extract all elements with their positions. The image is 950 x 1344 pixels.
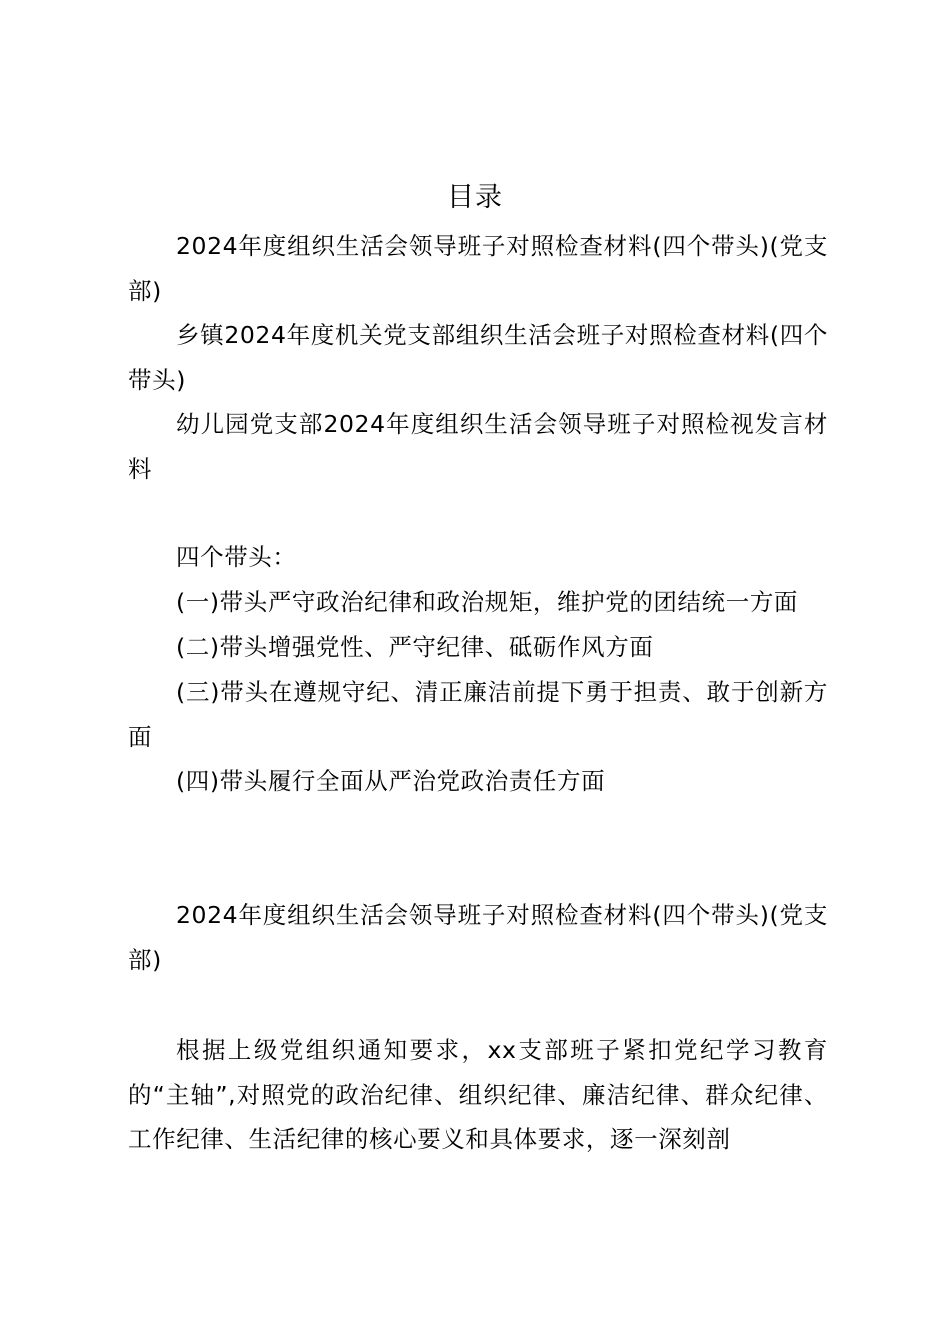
body-paragraph: 根据上级党组织通知要求，xx支部班子紧扣党纪学习教育的“主轴”,对照党的政治纪律、组织纪律、廉洁纪律、群众纪律、工作纪律、生活纪律的核心要义和具体要求，逐一深刻剖 — [128, 1036, 828, 1153]
toc-item: 2024年度组织生活会领导班子对照检查材料(四个带头)(党支部) — [128, 232, 828, 305]
head-item: (二)带头增强党性、严守纪律、砥砺作风方面 — [176, 633, 654, 661]
section-title: 2024年度组织生活会领导班子对照检查材料(四个带头)(党支部) — [128, 901, 828, 974]
head-item: (四)带头履行全面从严治党政治责任方面 — [176, 767, 606, 795]
head-item: (三)带头在遵规守纪、清正廉洁前提下勇于担责、敢于创新方面 — [128, 678, 828, 751]
toc-item: 幼儿园党支部2024年度组织生活会领导班子对照检视发言材料 — [128, 410, 828, 483]
toc-title: 目录 — [447, 182, 503, 213]
toc-item: 乡镇2024年度机关党支部组织生活会班子对照检查材料(四个带头) — [128, 321, 828, 394]
head-item: (一)带头严守政治纪律和政治规矩，维护党的团结统一方面 — [176, 588, 799, 616]
heads-label: 四个带头： — [176, 543, 297, 571]
